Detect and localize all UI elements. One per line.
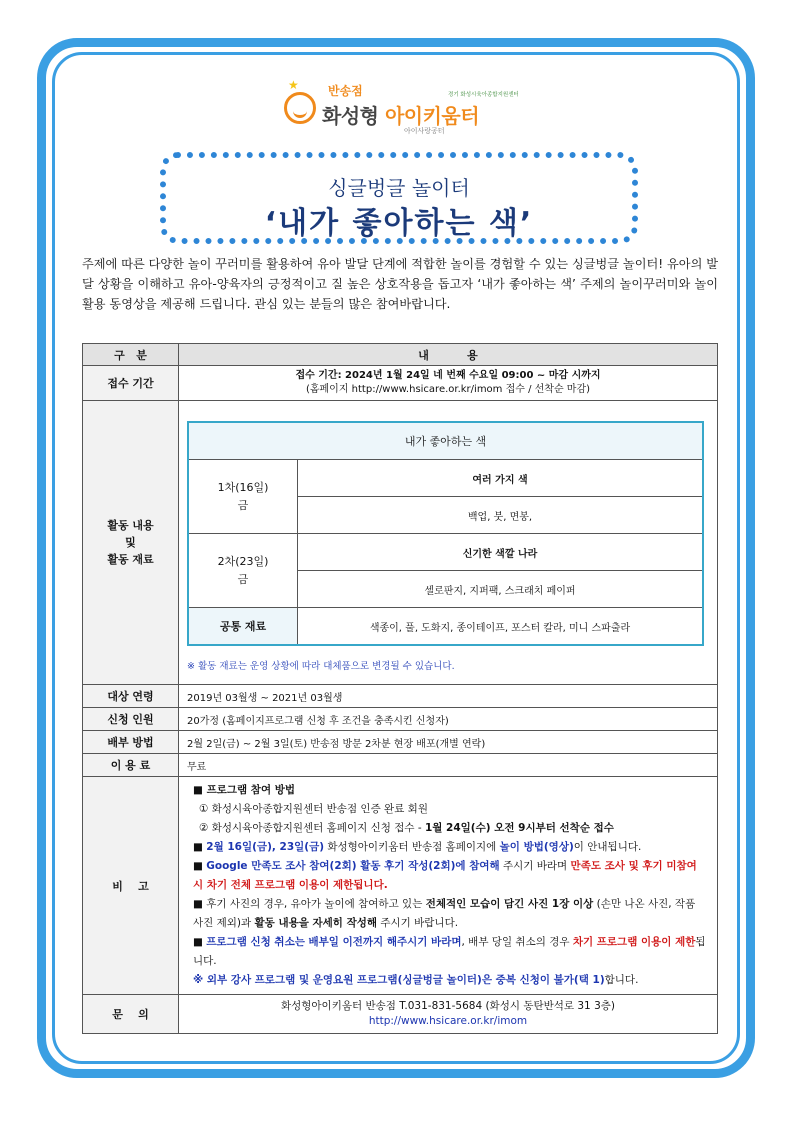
round2-topic: 신기한 색깔 나라 — [298, 534, 704, 571]
fee-label: 이 용 료 — [83, 754, 179, 777]
contact-value — [179, 995, 718, 1034]
contact-link[interactable]: http://www.hsicare.or.kr/imom — [368, 1015, 528, 1027]
remark-5c: (손만 나온 사진, 작품 사진 제외) — [193, 898, 696, 929]
common-label: 공통 재료 — [188, 608, 298, 646]
remark-5 — [193, 895, 707, 933]
remark-4: ■ Google 만족도 조사 참여(2회) 활동 후기 작성(2회)에 참여해 주시기 바라며 만족도 조사 및 후기 미참여 시 차기 전체 프로그램 이용이 제한됩니다. — [193, 860, 697, 891]
remark-7a: ※ 외부 강사 프로그램 및 운영요원 프로그램(싱글벙글 놀이터)은 — [193, 974, 496, 986]
contact-line1: 화성형아이키움터 반송점 T.031-831-5684 (화성시 동탄반석로 31 3층) — [280, 1000, 615, 1012]
period-row — [83, 366, 718, 401]
period-line1: 접수 기간: 2024년 1월 24일 네 번째 수요일 09:00 ~ 마감 시까지 — [295, 370, 601, 381]
round1-day: 금 — [237, 498, 249, 512]
remark-6b: , 배부 당일 취소의 경우 — [461, 936, 573, 948]
title-box — [160, 152, 638, 244]
remarks-row — [83, 777, 718, 995]
common-materials: 색종이, 풀, 도화지, 종이테이프, 포스터 칼라, 미니 스파출라 — [298, 608, 704, 646]
intro-text: 주제에 따른 다양한 놀이 꾸러미를 활용하여 유아 발달 단계에 적합한 놀이를 경험할 수 있는 싱글벙글 놀이터! 유아의 발달 상황을 이해하고 유아-양육자의 긍정적이고 질 높은 상호작용을 돕고자 ‘내가 좋아하는 색’ 주제의 놀이꾸러미와 놀이 활용 동영상을 제공해 드립니다. 관심 있는 분들의 많은 참여바랍니다. — [82, 257, 718, 311]
header-content: 내 용 — [179, 344, 718, 366]
activity-label-1: 활동 내용 — [107, 519, 154, 532]
dist-label: 배부 방법 — [83, 731, 179, 754]
remark-title: ■ 프로그램 참여 방법 — [193, 784, 296, 796]
header-label: 구 분 — [83, 344, 179, 366]
round2-materials: 셀로판지, 지퍼팩, 스크래치 페이퍼 — [298, 571, 704, 608]
remark-5f: 주시기 바랍니다. — [377, 917, 459, 929]
remark-3: ■ 2월 16일(금), 23일(금) 화성형아이키움터 반송점 홈페이지에 놀이 방법(영상)이 안내됩니다. — [193, 841, 642, 853]
count-value: 20가정 (홈페이지프로그램 신청 후 조건을 충족시킨 신청자) — [179, 708, 718, 731]
table-header — [83, 344, 718, 366]
age-label: 대상 연령 — [83, 685, 179, 708]
remark-4a: Google 만족도 조사 참여(2회) 활동 후기 작성(2회)에 참여해 — [206, 860, 500, 872]
remark-4b: 주시기 바라며 — [499, 860, 571, 872]
activity-row — [83, 401, 718, 685]
remark-2a: ② 화성시육아종합지원센터 홈페이지 신청 접수 - — [199, 822, 425, 834]
remark-5a: ■ 후기 사진의 경우, 유아가 놀이에 참여하고 있는 — [193, 898, 426, 910]
logo-name — [322, 100, 479, 129]
title-line1: 싱글벙글 놀이터 — [328, 176, 470, 200]
period-label: 접수 기간 — [83, 366, 179, 401]
contact-label: 문 의 — [83, 995, 179, 1034]
contact-row — [83, 995, 718, 1034]
fee-row — [83, 754, 718, 777]
activity-inner-table — [187, 421, 704, 646]
remark-1: ① 화성시육아종합지원센터 반송점 인증 완료 회원 — [199, 803, 428, 815]
round1-label: 1차(16일) — [217, 480, 269, 494]
remark-3b: 화성형아이키움터 반송점 홈페이지에 — [324, 841, 500, 853]
remark-5b: 전체적인 모습이 담긴 사진 1장 이상 — [425, 898, 594, 910]
remark-6: ■ 프로그램 신청 취소는 배부일 이전까지 해주시기 바라며, 배부 당일 취소의 경우 차기 프로그램 이용이 제한됩니다. — [193, 936, 706, 967]
remark-7b: 중복 신청이 불가(택 1) — [495, 974, 605, 986]
logo-name-b: 아이키움터 — [384, 104, 480, 128]
logo-org: 경기 화성시육아종합지원센터 — [448, 92, 519, 98]
round1-materials: 백업, 붓, 면봉, — [298, 497, 704, 534]
logo — [284, 78, 519, 138]
materials-note: ※ 활동 재료는 운영 상황에 따라 대체품으로 변경될 수 있습니다. — [187, 661, 455, 672]
remark-4c: 만족도 조사 및 후기 미참여 시 차기 전체 프로그램 이용이 제한됩니다. — [193, 860, 697, 891]
round2-label: 2차(23일) — [217, 554, 269, 568]
dist-value: 2월 2일(금) ~ 2월 3일(토) 반송점 방문 2차분 현장 배포(개별 연락) — [179, 731, 718, 754]
remark-7 — [193, 971, 707, 990]
remark-3d: 이 안내됩니다. — [573, 841, 642, 853]
remark-5d: 과 — [241, 917, 255, 929]
remark-6d: 됩니다. — [193, 936, 706, 967]
round1-cell — [188, 460, 298, 534]
star-icon: ★ — [288, 78, 299, 92]
remark-5e: 활동 내용을 자세히 작성해 — [254, 917, 378, 929]
period-value — [179, 366, 718, 401]
info-table — [82, 343, 718, 1034]
period-line2: (홈페이지 http://www.hsicare.or.kr/imom 접수 / 선착순 마감) — [305, 384, 591, 395]
remark-6a: 프로그램 신청 취소는 배부일 이전까지 해주시기 바라며 — [206, 936, 462, 948]
remark-2 — [193, 819, 707, 838]
fee-value: 무료 — [179, 754, 718, 777]
remark-2b: 1월 24일(수) 오전 9시부터 선착순 접수 — [424, 822, 614, 834]
age-value: 2019년 03월생 ~ 2021년 03월생 — [179, 685, 718, 708]
round2-day: 금 — [237, 572, 249, 586]
title-line2: ‘내가 좋아하는 색’ — [264, 206, 534, 241]
remarks-label: 비 고 — [83, 777, 179, 995]
remark-3c: 놀이 방법(영상) — [499, 841, 574, 853]
logo-name-a: 화성형 — [322, 104, 385, 128]
count-label: 신청 인원 — [83, 708, 179, 731]
remark-7c: 합니다. — [604, 974, 639, 986]
activity-label-3: 활동 재료 — [107, 553, 154, 566]
round1-topic: 여러 가지 색 — [298, 460, 704, 497]
smile-icon — [284, 92, 316, 124]
logo-branch: 반송점 — [328, 84, 363, 98]
activity-label — [83, 401, 179, 685]
inner-title: 내가 좋아하는 색 — [188, 422, 703, 460]
round2-cell — [188, 534, 298, 608]
count-row — [83, 708, 718, 731]
remarks-content — [179, 777, 718, 995]
dist-row — [83, 731, 718, 754]
remark-3a: 2월 16일(금), 23일(금) — [206, 841, 325, 853]
activity-label-2: 및 — [125, 536, 136, 549]
activity-content — [179, 401, 718, 685]
remark-6c: 차기 프로그램 이용이 제한 — [572, 936, 696, 948]
logo-sub: 아이사랑공터 — [404, 127, 445, 135]
age-row — [83, 685, 718, 708]
